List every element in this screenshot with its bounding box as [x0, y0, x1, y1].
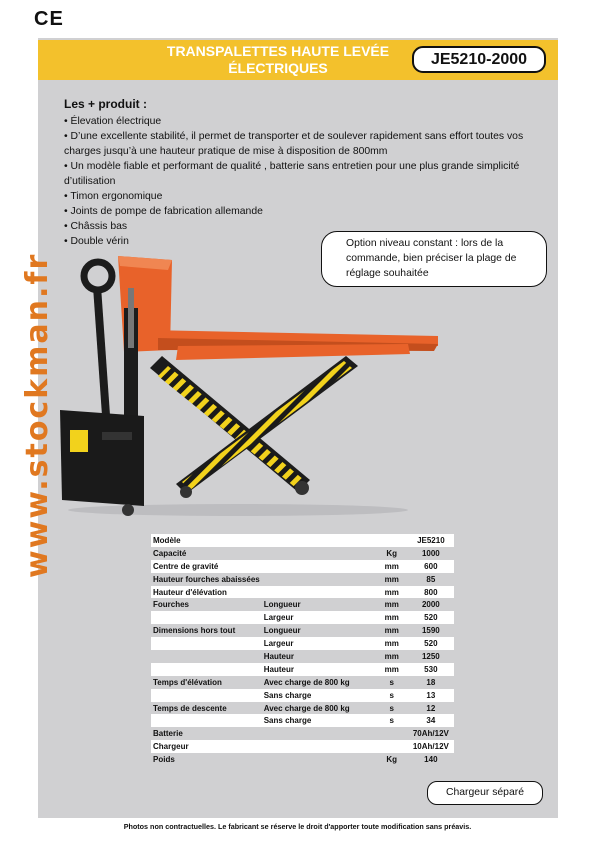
- spec-label: Capacité: [151, 547, 262, 560]
- spec-sublabel: Hauteur: [262, 650, 376, 663]
- spec-value: 12: [408, 702, 454, 715]
- feature-item: • Timon ergonomique: [64, 191, 163, 202]
- spec-unit: s: [376, 702, 408, 715]
- product-title: [148, 43, 408, 77]
- spec-sublabel: [262, 547, 376, 560]
- spec-row: [151, 573, 454, 586]
- spec-label: Temps de descente: [151, 702, 262, 715]
- spec-row: [151, 676, 454, 689]
- feature-item: • D’une excellente stabilité, il permet de transporter et de soulever rapidement sans effort toutes vos charges jusqu’à une hauteur pratique de mise à disposition de 800mm: [64, 131, 524, 157]
- spec-sublabel: [262, 740, 376, 753]
- spec-label: Batterie: [151, 727, 262, 740]
- feature-item: • Joints de pompe de fabrication allemande: [64, 206, 263, 217]
- spec-value: 34: [408, 714, 454, 727]
- spec-row: [151, 714, 454, 727]
- spec-row: [151, 702, 454, 715]
- spec-value: 520: [408, 637, 454, 650]
- spec-row: [151, 650, 454, 663]
- spec-unit: s: [376, 714, 408, 727]
- website-vertical-text: www.stockman.fr: [20, 252, 55, 578]
- specs-table: [151, 534, 454, 766]
- spec-sublabel: Avec charge de 800 kg: [262, 676, 376, 689]
- spec-label: Poids: [151, 753, 262, 766]
- spec-sublabel: Hauteur: [262, 663, 376, 676]
- spec-label: Hauteur fourches abaissées: [153, 574, 260, 584]
- spec-unit: mm: [376, 586, 408, 599]
- spec-unit: mm: [376, 573, 408, 586]
- spec-value: 2000: [408, 598, 454, 611]
- spec-sublabel: [262, 727, 376, 740]
- product-title-line2: ÉLECTRIQUES: [228, 60, 328, 76]
- spec-unit: [376, 534, 408, 547]
- spec-unit: mm: [376, 560, 408, 573]
- spec-value: 800: [408, 586, 454, 599]
- spec-value: 18: [408, 676, 454, 689]
- option-note-box: Option niveau constant : lors de la commande, bien préciser la plage de réglage souhaitée: [321, 231, 547, 287]
- spec-label: Temps d'élévation: [151, 676, 262, 689]
- spec-label: Hauteur d'élévation: [151, 586, 262, 599]
- spec-unit: mm: [376, 637, 408, 650]
- spec-value: 140: [408, 753, 454, 766]
- spec-unit: mm: [376, 611, 408, 624]
- spec-sublabel: [262, 534, 376, 547]
- spec-label: [151, 714, 262, 727]
- spec-label: Centre de gravité: [151, 560, 262, 573]
- spec-row: [151, 637, 454, 650]
- spec-sublabel: [262, 573, 376, 586]
- spec-value: JE5210: [408, 534, 454, 547]
- spec-value: 85: [408, 573, 454, 586]
- footer-disclaimer: Photos non contractuelles. Le fabricant se réserve le droit d'apporter toute modification sans préavis.: [123, 822, 472, 831]
- spec-sublabel: Avec charge de 800 kg: [262, 702, 376, 715]
- spec-sublabel: [262, 560, 376, 573]
- ce-mark: CE: [34, 8, 64, 30]
- spec-value: 1000: [408, 547, 454, 560]
- spec-label: [151, 611, 262, 624]
- spec-value: 1590: [408, 624, 454, 637]
- spec-unit: s: [376, 689, 408, 702]
- spec-sublabel: Longueur: [262, 598, 376, 611]
- spec-label: [151, 689, 262, 702]
- features-section: [64, 97, 534, 249]
- feature-item: • Châssis bas: [64, 221, 128, 232]
- spec-unit: mm: [376, 624, 408, 637]
- spec-row: [151, 598, 454, 611]
- spec-value: 13: [408, 689, 454, 702]
- features-heading: Les + produit :: [64, 97, 148, 111]
- spec-sublabel: [262, 753, 376, 766]
- spec-unit: mm: [376, 598, 408, 611]
- spec-row: [151, 740, 454, 753]
- spec-row: [151, 547, 454, 560]
- spec-label: Fourches: [151, 598, 262, 611]
- spec-label: Dimensions hors tout: [151, 624, 262, 637]
- spec-value: 10Ah/12V: [408, 740, 454, 753]
- spec-row: [151, 611, 454, 624]
- product-reference: JE5210-2000: [412, 46, 546, 73]
- spec-row: [151, 624, 454, 637]
- spec-value: 70Ah/12V: [408, 727, 454, 740]
- spec-row: [151, 534, 454, 547]
- spec-sublabel: [262, 586, 376, 599]
- spec-value: 1250: [408, 650, 454, 663]
- spec-unit: s: [376, 676, 408, 689]
- spec-row: [151, 689, 454, 702]
- spec-row: [151, 727, 454, 740]
- spec-label: Chargeur: [151, 740, 262, 753]
- spec-row: [151, 663, 454, 676]
- spec-label: Modèle: [151, 534, 262, 547]
- spec-sublabel: Sans charge: [262, 714, 376, 727]
- spec-unit: Kg: [376, 753, 408, 766]
- feature-item: • Double vérin: [64, 236, 129, 247]
- spec-value: 600: [408, 560, 454, 573]
- spec-sublabel: Sans charge: [262, 689, 376, 702]
- spec-unit: mm: [376, 663, 408, 676]
- spec-value: 520: [408, 611, 454, 624]
- pallet-truck-image: [58, 248, 448, 523]
- spec-row: [151, 753, 454, 766]
- spec-label: [151, 637, 262, 650]
- spec-sublabel: Largeur: [262, 611, 376, 624]
- product-title-line1: TRANSPALETTES HAUTE LEVÉE: [166, 43, 390, 59]
- specs-table-body: [151, 534, 454, 766]
- spec-label: [151, 663, 262, 676]
- spec-unit: Kg: [376, 547, 408, 560]
- spec-sublabel: Longueur: [262, 624, 376, 637]
- spec-unit: [376, 740, 408, 753]
- spec-row: [151, 560, 454, 573]
- spec-sublabel: Largeur: [262, 637, 376, 650]
- spec-unit: mm: [376, 650, 408, 663]
- spec-row: [151, 586, 454, 599]
- charger-note-box: Chargeur séparé: [427, 781, 543, 805]
- spec-unit: [376, 727, 408, 740]
- spec-value: 530: [408, 663, 454, 676]
- spec-label: [151, 650, 262, 663]
- feature-item: • Élevation électrique: [64, 116, 162, 127]
- feature-item: • Un modèle fiable et performant de qualité , batterie sans entretien pour une plus grande simplicité d’utilisation: [64, 161, 520, 187]
